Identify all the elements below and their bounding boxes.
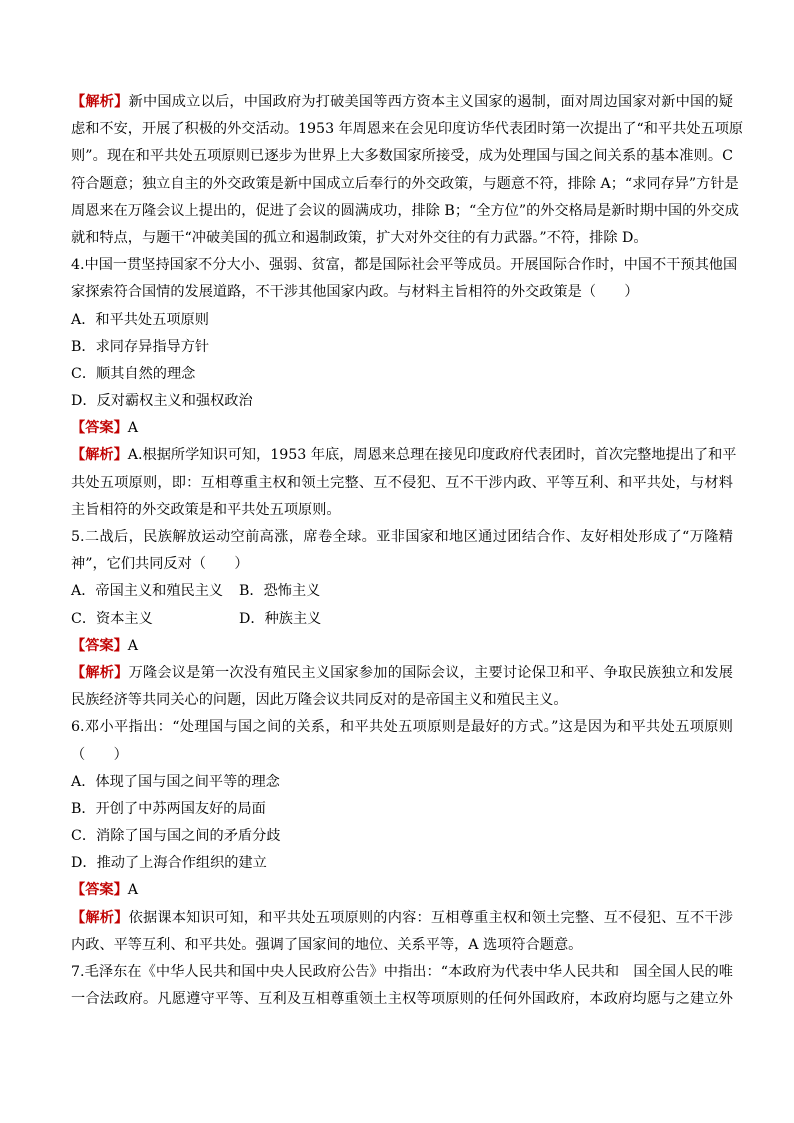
analysis-line: 【解析】万隆会议是第一次没有殖民主义国家参加的国际会议，主要讨论保卫和平、争取民族独立和发展 (71, 664, 733, 681)
analysis-tag: 【解析】 (71, 664, 129, 681)
analysis-tag: 【解析】 (71, 909, 129, 926)
question-stem-line: 6.邓小平指出：“处理国与国之间的关系，和平共处五项原则是最好的方式。”这是因为和平共处五项原则 (71, 719, 733, 736)
option-c: C．资本主义 (71, 610, 153, 627)
analysis-line: 就和特点，与题干“冲破美国的孤立和遏制政策，扩大对外交往的有力武器。”不符，排除 D。 (71, 229, 648, 246)
analysis-line: 符合题意；独立自主的外交政策是新中国成立后奉行的外交政策，与题意不符，排除 A；“求同存异”方针是 (71, 175, 739, 192)
option-a: A．帝国主义和殖民主义 (71, 583, 224, 600)
analysis-tag: 【解析】 (71, 94, 129, 110)
analysis-line: 内政、平等互利、和平共处。强调了国家间的地位、关系平等，A 选项符合题意。 (71, 936, 583, 953)
question-stem-line: 4.中国一贯坚持国家不分大小、强弱、贫富，都是国际社会平等成员。开展国际合作时，中国不干预其他国 (71, 257, 738, 274)
analysis-line: 【解析】新中国成立以后，中国政府为打破美国等西方资本主义国家的遏制，面对周边国家对新中国的疑 (71, 94, 733, 110)
analysis-block-q3 (71, 92, 744, 255)
answer-line (71, 418, 733, 445)
question-5 (71, 527, 733, 717)
option-b: B．求同存异指导方针 (71, 338, 210, 355)
option-b: B．开创了中苏两国友好的局面 (71, 800, 266, 817)
option-c: C．消除了国与国之间的矛盾分歧 (71, 828, 281, 845)
option-row (71, 581, 733, 608)
analysis-line: 【解析】A.根据所学知识可知，1953 年底，周恩来总理在接见印度政府代表团时，首次完整地提出了和平 (71, 447, 737, 464)
analysis-line: 虑和不安，开展了积极的外交活动。1953 年周恩来在会见印度访华代表团时第一次提出了“和平共处五项原 (71, 121, 744, 138)
analysis-line: 周恩来在万隆会议上提出的，促进了会议的圆满成功，排除 B；“全方位”的外交格局是新时期中国的外交成 (71, 202, 739, 219)
option-d: D．反对霸权主义和强权政治 (71, 393, 253, 410)
answer-tag: 【答案】 (71, 420, 128, 437)
question-4 (71, 255, 738, 527)
question-stem-line: 7.毛泽东在《中华人民共和国中央人民政府公告》中指出：“本政府为代表中华人民共和 国全国人民的唯 (71, 964, 733, 980)
option-row (71, 609, 733, 636)
option-b: B．恐怖主义 (239, 583, 321, 600)
answer-line (71, 636, 733, 663)
question-stem-line: （ ） (71, 746, 128, 763)
analysis-line: 共处五项原则，即：互相尊重主权和领土完整、互不侵犯、互不干涉内政、平等互利、和平共处，与材料 (71, 474, 733, 491)
question-stem-line: 神”，它们共同反对（ ） (71, 556, 249, 573)
answer-line (71, 880, 733, 907)
analysis-tag: 【解析】 (71, 447, 128, 464)
answer-value: A (127, 420, 139, 437)
document-content (71, 92, 744, 1016)
answer-value: A (127, 882, 139, 899)
question-stem-line: 家探索符合国情的发展道路，不干涉其他国家内政。与材料主旨相符的外交政策是（ ） (71, 284, 639, 301)
option-d: D．推动了上海合作组织的建立 (71, 855, 267, 872)
analysis-line: 【解析】依据课本知识可知，和平共处五项原则的内容：互相尊重主权和领土完整、互不侵犯、互不干涉 (71, 909, 733, 926)
analysis-line: 则”。现在和平共处五项原则已逐步为世界上大多数国家所接受，成为处理国与国之间关系的基本准则。C (71, 148, 733, 165)
analysis-line: 主旨相符的外交政策是和平共处五项原则。 (71, 501, 341, 518)
question-stem-line: 一合法政府。凡愿遵守平等、互利及互相尊重领土主权等项原则的任何外国政府，本政府均愿与之建立外 (71, 991, 733, 1008)
answer-value: A (127, 637, 139, 654)
analysis-line: 民族经济等共同关心的问题，因此万隆会议共同反对的是帝国主义和殖民主义。 (71, 692, 568, 709)
question-stem-line: 5.二战后，民族解放运动空前高涨，席卷全球。亚非国家和地区通过团结合作、友好相处形成了“万隆精 (71, 529, 733, 545)
option-d: D．种族主义 (239, 610, 322, 627)
question-7 (71, 962, 733, 1016)
option-a: A．体现了国与国之间平等的理念 (71, 773, 280, 790)
question-6 (71, 717, 733, 962)
answer-tag: 【答案】 (71, 882, 128, 899)
option-a: A．和平共处五项原则 (71, 311, 209, 328)
option-c: C．顺其自然的理念 (71, 365, 196, 382)
answer-tag: 【答案】 (71, 637, 128, 654)
